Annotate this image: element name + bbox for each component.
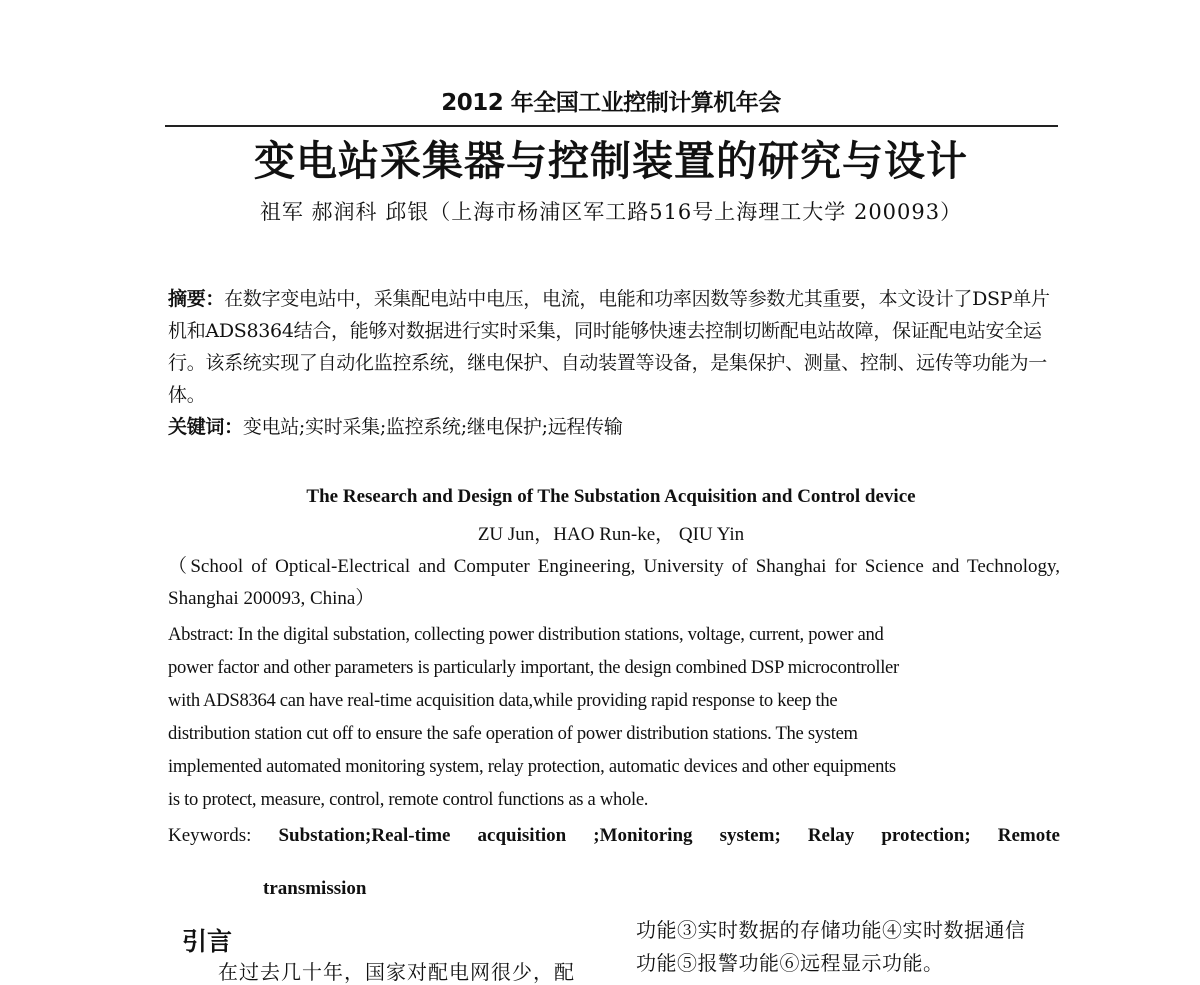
keywords-english-continuation: transmission [263, 878, 367, 899]
header-divider [165, 125, 1058, 127]
abstract-label: 摘要： [168, 288, 225, 310]
body-right-column [636, 914, 1066, 980]
abstract-english-line: power factor and other parameters is particularly important, the design combined DSP microcontroller [168, 657, 899, 678]
section-heading-introduction: 引言 [182, 927, 233, 956]
abstract-english-line: implemented automated monitoring system, relay protection, automatic devices and other equipments [168, 756, 896, 777]
abstract-english [168, 618, 1060, 816]
abstract-english-line: Abstract: In the digital substation, collecting power distribution stations, voltage, current, power and [168, 624, 884, 645]
keywords-label: 关键词： [168, 416, 243, 438]
keywords-chinese-text: 变电站;实时采集;监控系统;继电保护;远程传输 [242, 416, 623, 438]
authors-chinese: 祖军 郝润科 邱银（上海市杨浦区军工路516号上海理工大学 200093） [259, 200, 963, 224]
keywords-english [168, 825, 1060, 847]
abstract-chinese [168, 283, 1060, 443]
conference-header: 2012 年全国工业控制计算机年会 [441, 90, 781, 116]
keywords-english-label: Keywords: [168, 825, 279, 846]
abstract-english-line: is to protect, measure, control, remote control functions as a whole. [168, 789, 649, 810]
abstract-chinese-text: 在数字变电站中，采集配电站中电压，电流，电能和功率因数等参数尤其重要，本文设计了DSP单片机和ADS8364结合，能够对数据进行实时采集，同时能够快速去控制切断配电站故障，保证配电站安全运行。该系统实现了自动化监控系统，继电保护、自动装置等设备，是集保护、测量、控制、远传等功能为一体。 [168, 288, 1050, 406]
abstract-english-line: distribution station cut off to ensure the safe operation of power distribution stations. The system [168, 723, 858, 744]
affiliation-english: （School of Optical-Electrical and Computer Engineering, University of Shanghai for Science and Technology, Shanghai 200093, China） [168, 556, 1060, 609]
paper-title-chinese: 变电站采集器与控制装置的研究与设计 [254, 137, 968, 185]
abstract-chinese-paragraph [168, 283, 1060, 411]
authors-english: ZU Jun，HAO Run-ke， QIU Yin [477, 524, 745, 545]
paper-title-english: The Research and Design of The Substation Acquisition and Control device [306, 486, 916, 507]
abstract-english-line: with ADS8364 can have real-time acquisition data,while providing rapid response to keep the [168, 690, 838, 711]
body-right-column-line: 功能③实时数据的存储功能④实时数据通信 [636, 918, 1026, 942]
body-left-column-text: 在过去几十年，国家对配电网很少，配 [218, 960, 575, 984]
keywords-chinese [168, 411, 1060, 443]
keywords-english-terms: Substation;Real-time acquisition ;Monitoring system; Relay protection; Remote [278, 825, 1060, 846]
body-right-column-line: 功能⑤报警功能⑥远程显示功能。 [636, 951, 944, 975]
